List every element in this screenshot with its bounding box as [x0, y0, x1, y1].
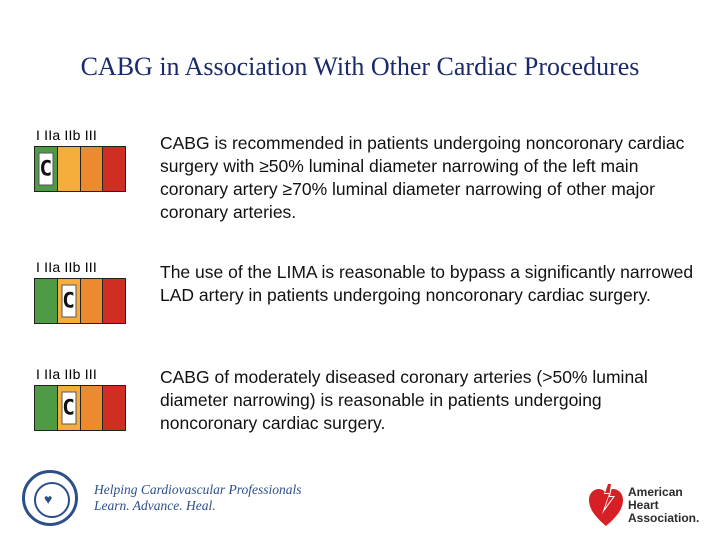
class-iib-cell: [81, 279, 104, 323]
acc-tagline-line2: Learn. Advance. Heal.: [94, 498, 216, 513]
class-iii-cell: [103, 386, 125, 430]
slide-title: CABG in Association With Other Cardiac Procedures: [80, 52, 640, 81]
level-of-evidence-badge: C: [61, 285, 76, 318]
aha-line2: Heart: [628, 498, 659, 512]
class-labels: I IIa IIb III: [36, 366, 97, 382]
class-iia-cell: [58, 386, 81, 430]
class-iia-cell: [58, 147, 81, 191]
level-of-evidence-badge: C: [61, 392, 76, 425]
recommendation-text-1: CABG is recommended in patients undergoing noncoronary cardiac surgery with ≥50% luminal diameter narrowing of the left main coronary artery ≥70% luminal diameter narrowing of other major coronary arteries.: [160, 133, 685, 222]
level-of-evidence-badge: C: [38, 153, 53, 186]
class-bar: [34, 146, 126, 192]
class-iib-cell: [81, 147, 104, 191]
class-i-cell: [35, 147, 58, 191]
class-iia-cell: [58, 279, 81, 323]
aha-wordmark: [628, 486, 716, 525]
acc-tagline: [94, 482, 314, 514]
class-i-cell: [35, 386, 58, 430]
recommendation-text-3: CABG of moderately diseased coronary arteries (>50% luminal diameter narrowing) is reasonable in patients undergoing noncoronary cardiac surgery.: [160, 367, 648, 433]
aha-footer: [588, 478, 716, 534]
acc-tagline-line1: Helping Cardiovascular Professionals: [94, 482, 302, 497]
class-labels: I IIa IIb III: [36, 259, 97, 275]
class-bar: [34, 278, 126, 324]
aha-heart-torch-logo: [588, 480, 624, 528]
heart-icon: ♥: [44, 491, 53, 507]
aha-line1: American: [628, 485, 683, 499]
class-bar: [34, 385, 126, 431]
class-i-cell: [35, 279, 58, 323]
recommendation-text-2: The use of the LIMA is reasonable to bypass a significantly narrowed LAD artery in patients undergoing noncoronary cardiac surgery.: [160, 262, 694, 305]
class-iii-cell: [103, 147, 125, 191]
acc-seal-logo: [22, 470, 78, 526]
class-iii-cell: [103, 279, 125, 323]
class-iib-cell: [81, 386, 104, 430]
class-labels: I IIa IIb III: [36, 127, 97, 143]
aha-line3: Association.: [628, 511, 700, 525]
